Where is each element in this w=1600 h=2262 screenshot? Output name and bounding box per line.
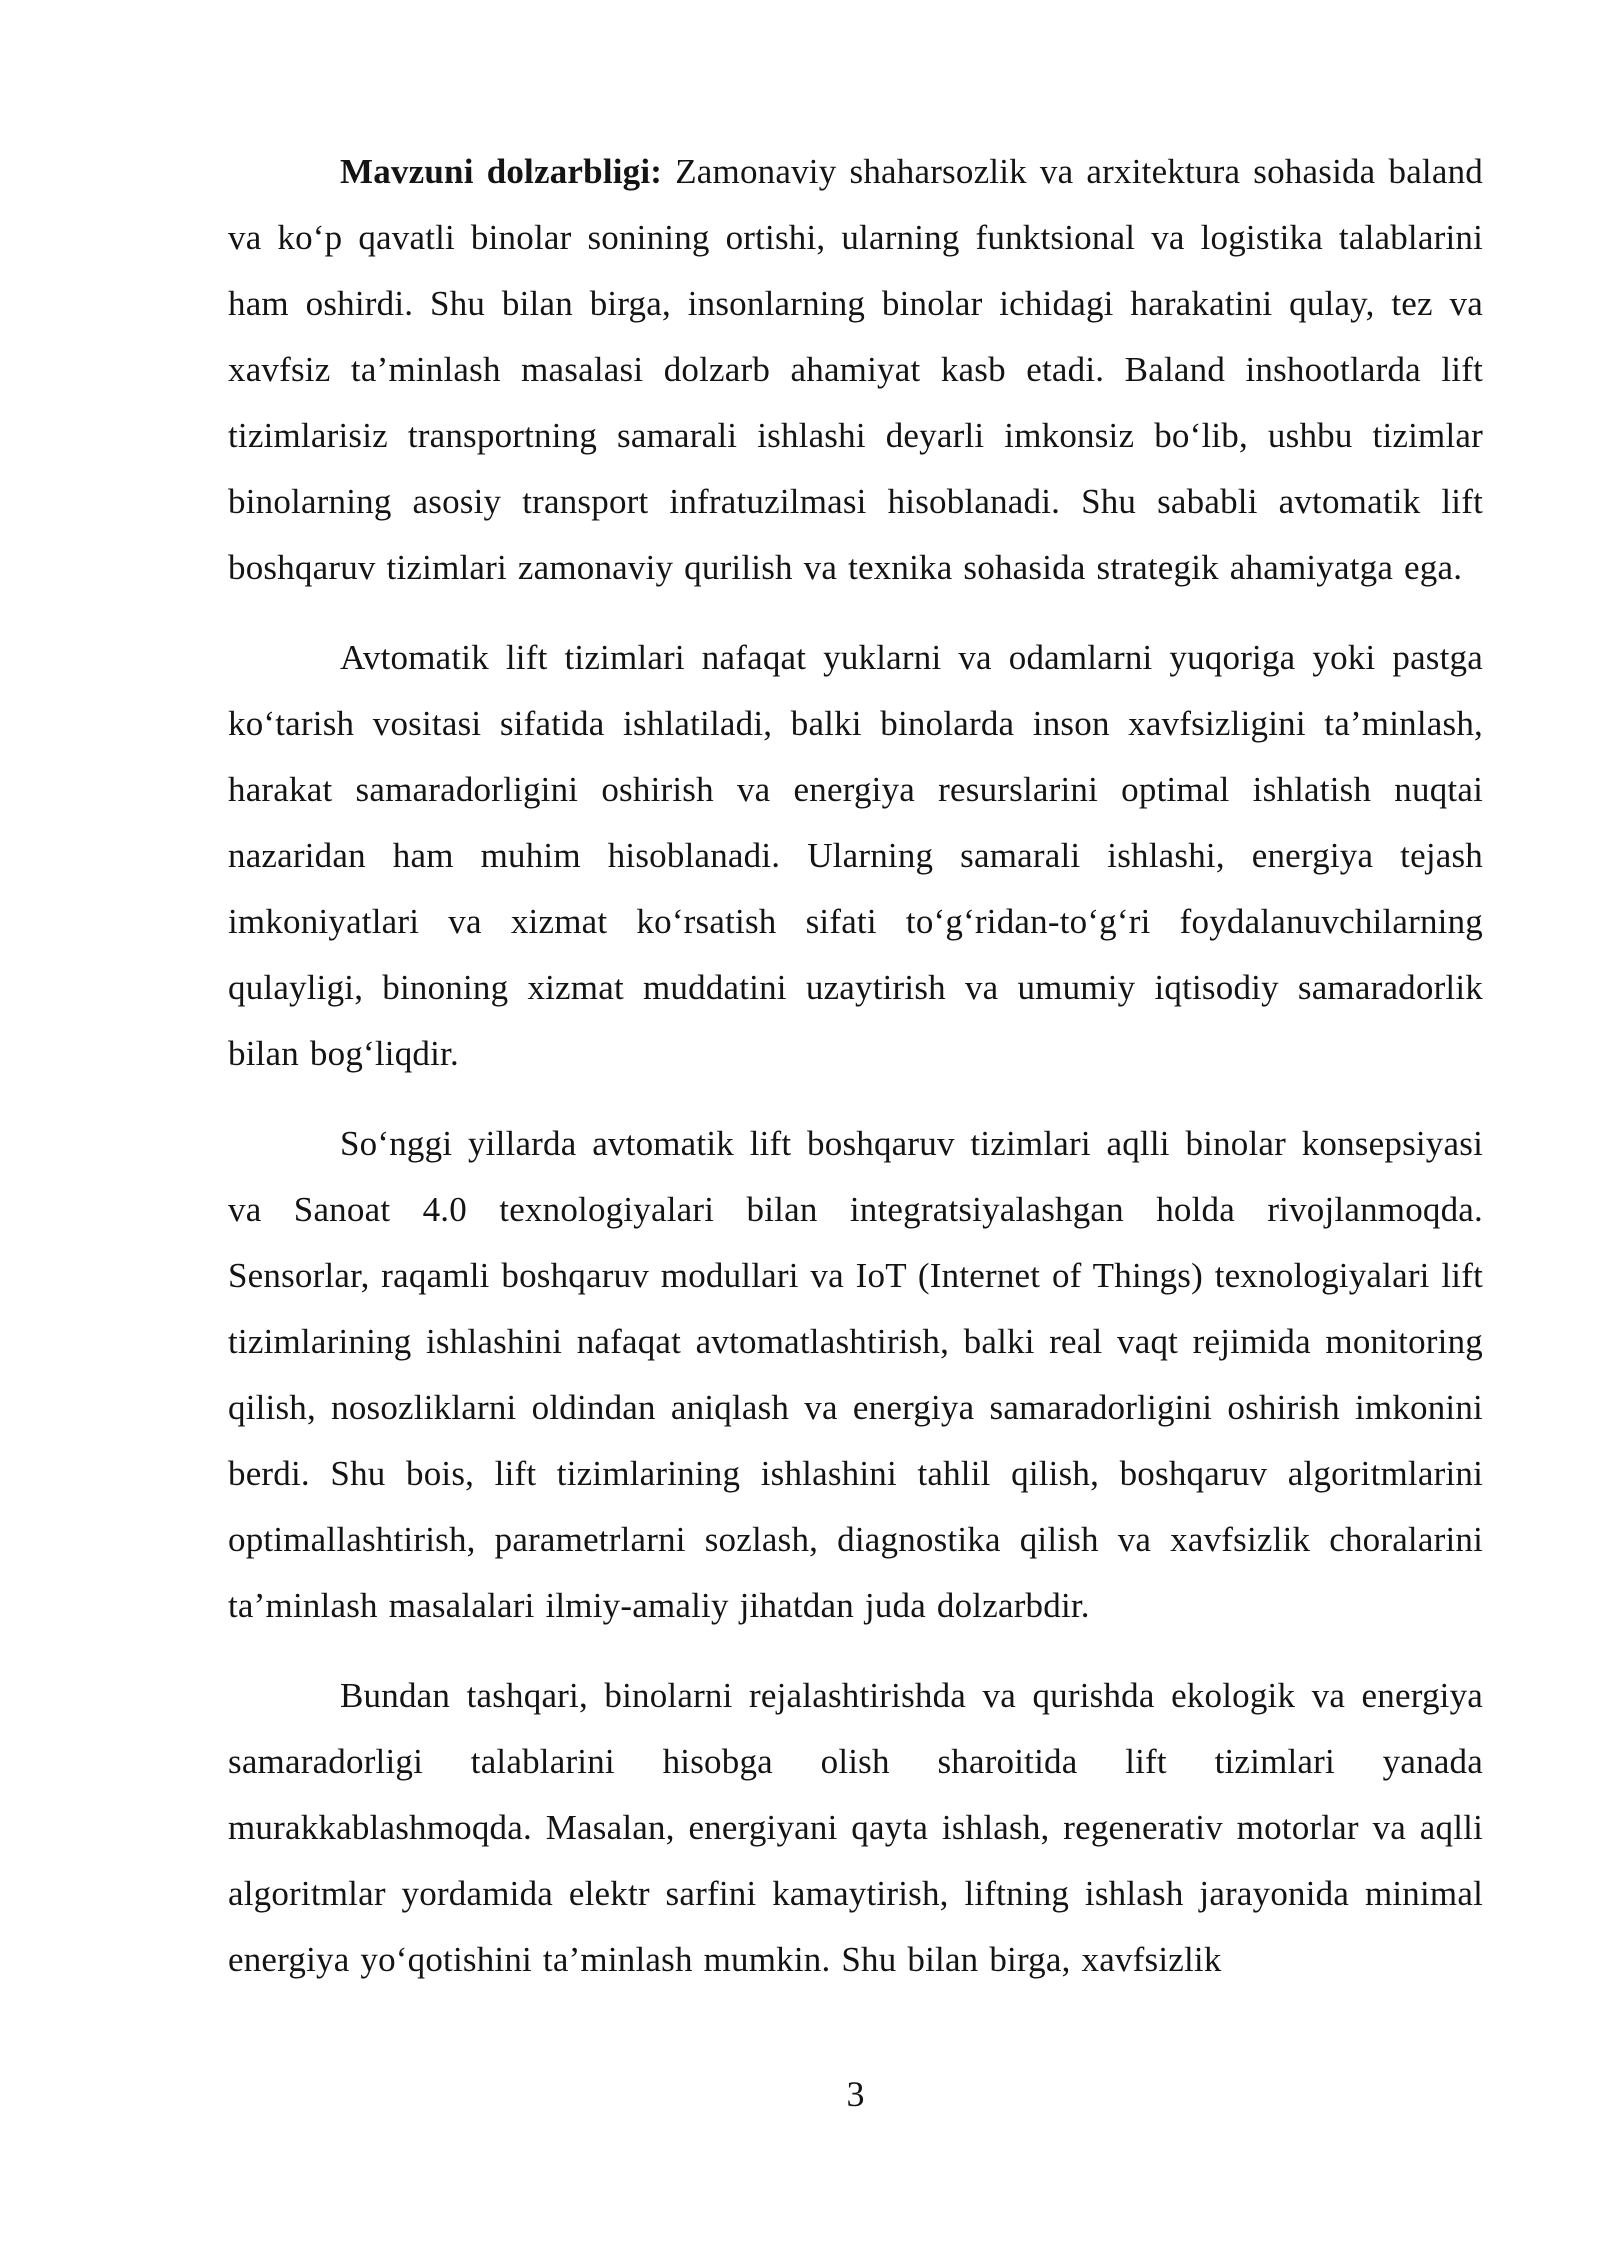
paragraph-lead-bold: Mavzuni dolzarbligi: bbox=[340, 152, 663, 191]
paragraph bbox=[228, 139, 1483, 601]
text-body bbox=[228, 139, 1483, 2017]
paragraph bbox=[228, 1663, 1483, 1993]
page-number: 3 bbox=[846, 2074, 865, 2114]
paragraph-text: Zamonaviy shaharsozlik va arxitektura sohasida baland va ko‘p qavatli binolar sonining ortishi, ularning funktsional va logistika talablarini ham oshirdi. Shu bilan birga, insonlarning binolar ichidagi harakatini qulay, tez va xavfsiz ta’minlash masalasi dolzarb ahamiyat kasb etadi. Baland inshootlarda lift tizimlarisiz transportning samarali ishlashi deyarli imkonsiz bo‘lib, ushbu tizimlar binolarning asosiy transport infratuzilmasi hisoblanadi. Shu sababli avtomatik lift boshqaruv tizimlari zamonaviy qurilish va texnika sohasida strategik ahamiyatga ega. bbox=[228, 152, 1483, 587]
paragraph-text: Bundan tashqari, binolarni rejalashtirishda va qurishda ekologik va energiya samaradorligi talablarini hisobga olish sharoitida lift tizimlari yanada murakkablashmoqda. Masalan, energiyani qayta ishlash, regenerativ motorlar va aqlli algoritmlar yordamida elektr sarfini kamaytirish, liftning ishlash jarayonida minimal energiya yo‘qotishini ta’minlash mumkin. Shu bilan birga, xavfsizlik bbox=[228, 1676, 1483, 1979]
paragraph-text: Avtomatik lift tizimlari nafaqat yuklarni va odamlarni yuqoriga yoki pastga ko‘tarish vositasi sifatida ishlatiladi, balki binolarda inson xavfsizligini ta’minlash, harakat samaradorligini oshirish va energiya resurslarini optimal ishlatish nuqtai nazaridan ham muhim hisoblanadi. Ularning samarali ishlashi, energiya tejash imkoniyatlari va xizmat ko‘rsatish sifati to‘g‘ridan-to‘g‘ri foydalanuvchilarning qulayligi, binoning xizmat muddatini uzaytirish va umumiy iqtisodiy samaradorlik bilan bog‘liqdir. bbox=[228, 638, 1483, 1073]
paragraph-text: So‘nggi yillarda avtomatik lift boshqaruv tizimlari aqlli binolar konsepsiyasi va Sanoat 4.0 texnologiyalari bilan integratsiyalashgan holda rivojlanmoqda. Sensorlar, raqamli boshqaruv modullari va IoT (Internet of Things) texnologiyalari lift tizimlarining ishlashini nafaqat avtomatlashtirish, balki real vaqt rejimida monitoring qilish, nosozliklarni oldindan aniqlash va energiya samaradorligini oshirish imkonini berdi. Shu bois, lift tizimlarining ishlashini tahlil qilish, boshqaruv algoritmlarini optimallashtirish, parametrlarni sozlash, diagnostika qilish va xavfsizlik choralarini ta’minlash masalalari ilmiy-amaliy jihatdan juda dolzarbdir. bbox=[228, 1124, 1483, 1625]
paragraph bbox=[228, 625, 1483, 1087]
paragraph bbox=[228, 1111, 1483, 1639]
